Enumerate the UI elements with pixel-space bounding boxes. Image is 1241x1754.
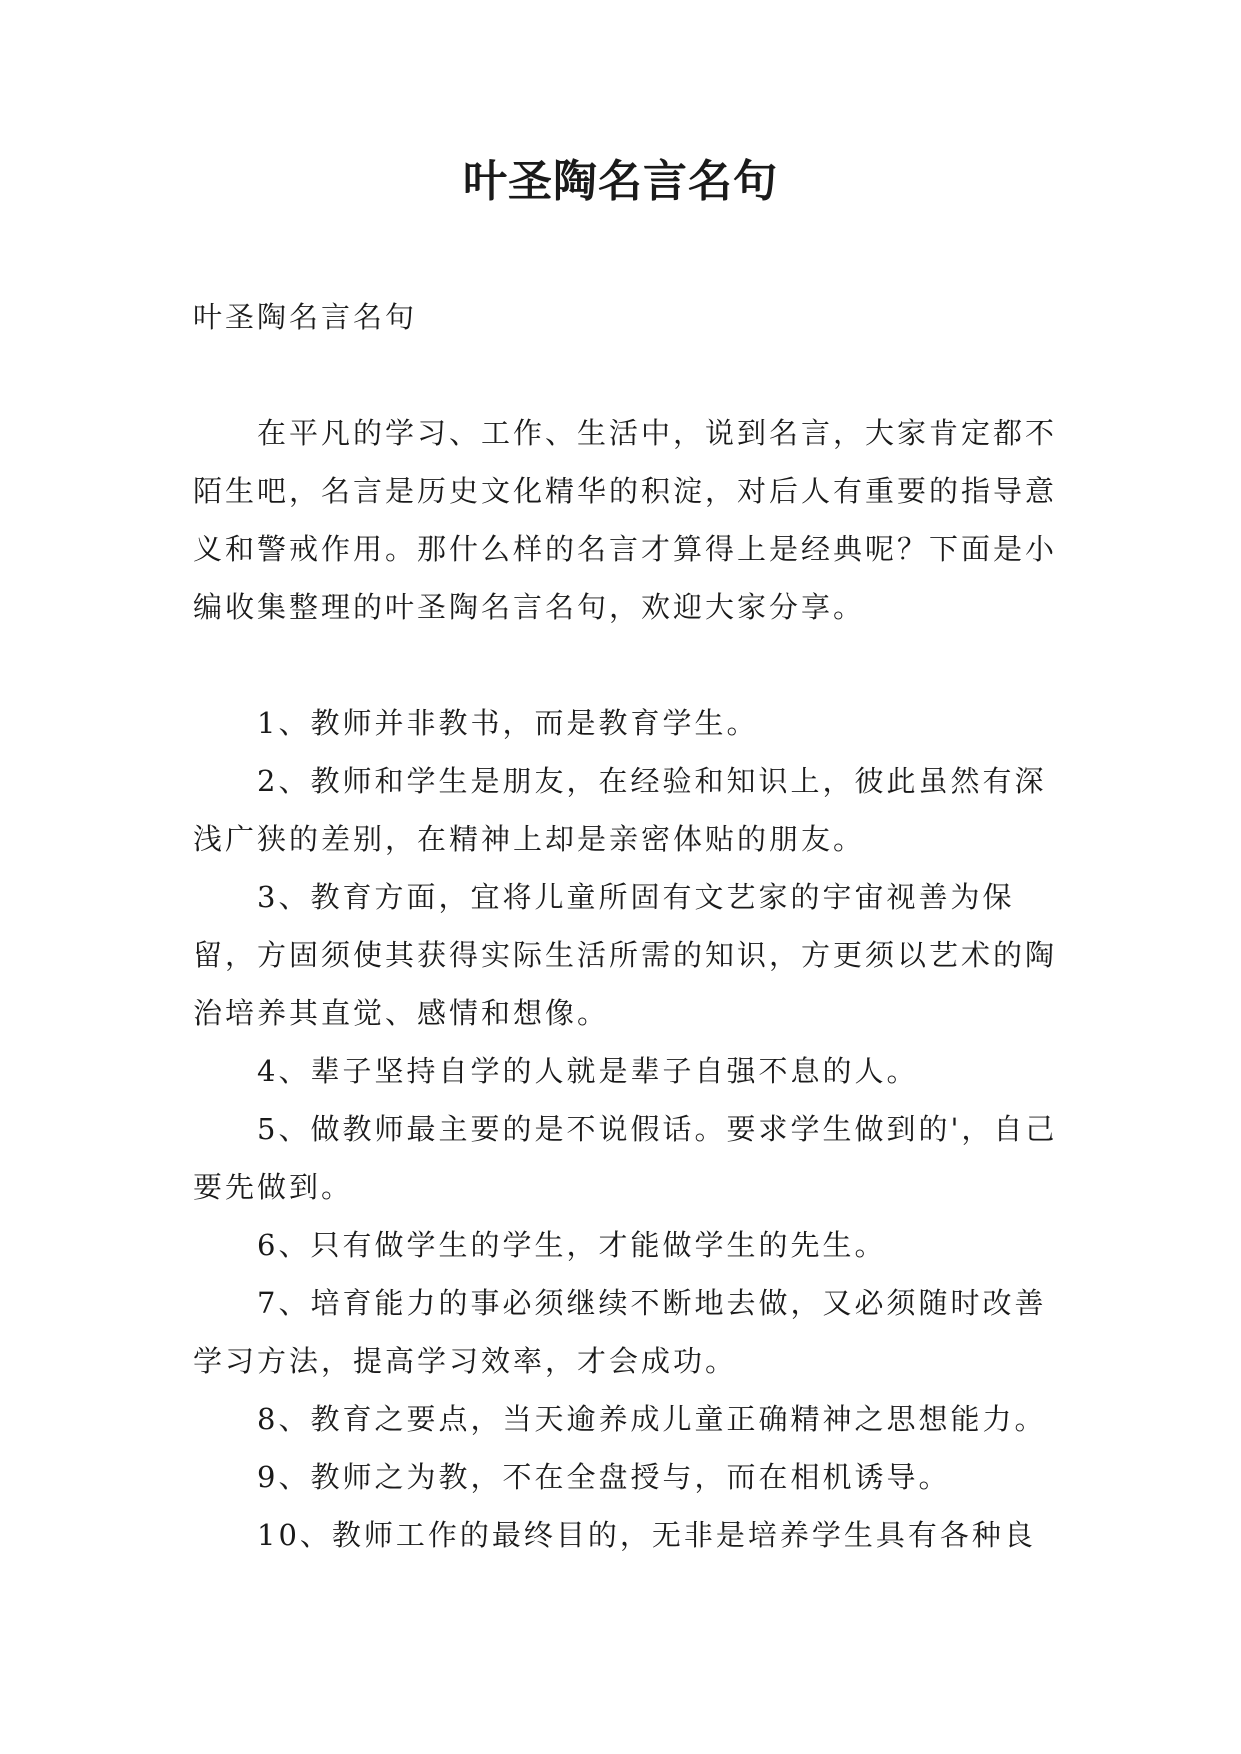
intro-text: 在平凡的学习、工作、生活中，说到名言，大家肯定都不陌生吧，名言是历史文化精华的积淀，对后人有重要的指导意义和警戒作用。那什么样的名言才算得上是经典呢？下面是小编收集整理的叶圣陶名言名句，欢迎大家分享。 (193, 416, 1058, 624)
quote-item: 10、教师工作的最终目的，无非是培养学生具有各种良 (257, 1518, 1036, 1552)
quote-item: 8、教育之要点，当天逾养成儿童正确精神之思想能力。 (257, 1402, 1047, 1436)
intro-paragraph (193, 404, 1063, 636)
document-subtitle (193, 288, 1063, 346)
quote-item: 1、教师并非教书，而是教育学生。 (257, 706, 759, 740)
quote-item: 9、教师之为教，不在全盘授与，而在相机诱导。 (257, 1460, 951, 1494)
quote-item: 6、只有做学生的学生，才能做学生的先生。 (257, 1228, 887, 1262)
quote-item: 4、辈子坚持自学的人就是辈子自强不息的人。 (257, 1054, 919, 1088)
quote-item: 2、教师和学生是朋友，在经验和知识上，彼此虽然有深浅广狭的差别，在精神上却是亲密体贴的朋友。 (193, 764, 1047, 856)
quote-list (193, 694, 1063, 1564)
subtitle-text: 叶圣陶名言名句 (193, 300, 418, 334)
quote-item: 7、培育能力的事必须继续不断地去做，又必须随时改善学习方法，提高学习效率，才会成功。 (193, 1286, 1047, 1378)
quote-item: 5、做教师最主要的是不说假话。要求学生做到的'，自己要先做到。 (193, 1112, 1058, 1204)
document-title: 叶圣陶名言名句 (463, 156, 778, 207)
quote-item: 3、教育方面，宜将儿童所固有文艺家的宇宙视善为保留，方固须使其获得实际生活所需的知识，方更须以艺术的陶治培养其直觉、感情和想像。 (193, 880, 1058, 1030)
